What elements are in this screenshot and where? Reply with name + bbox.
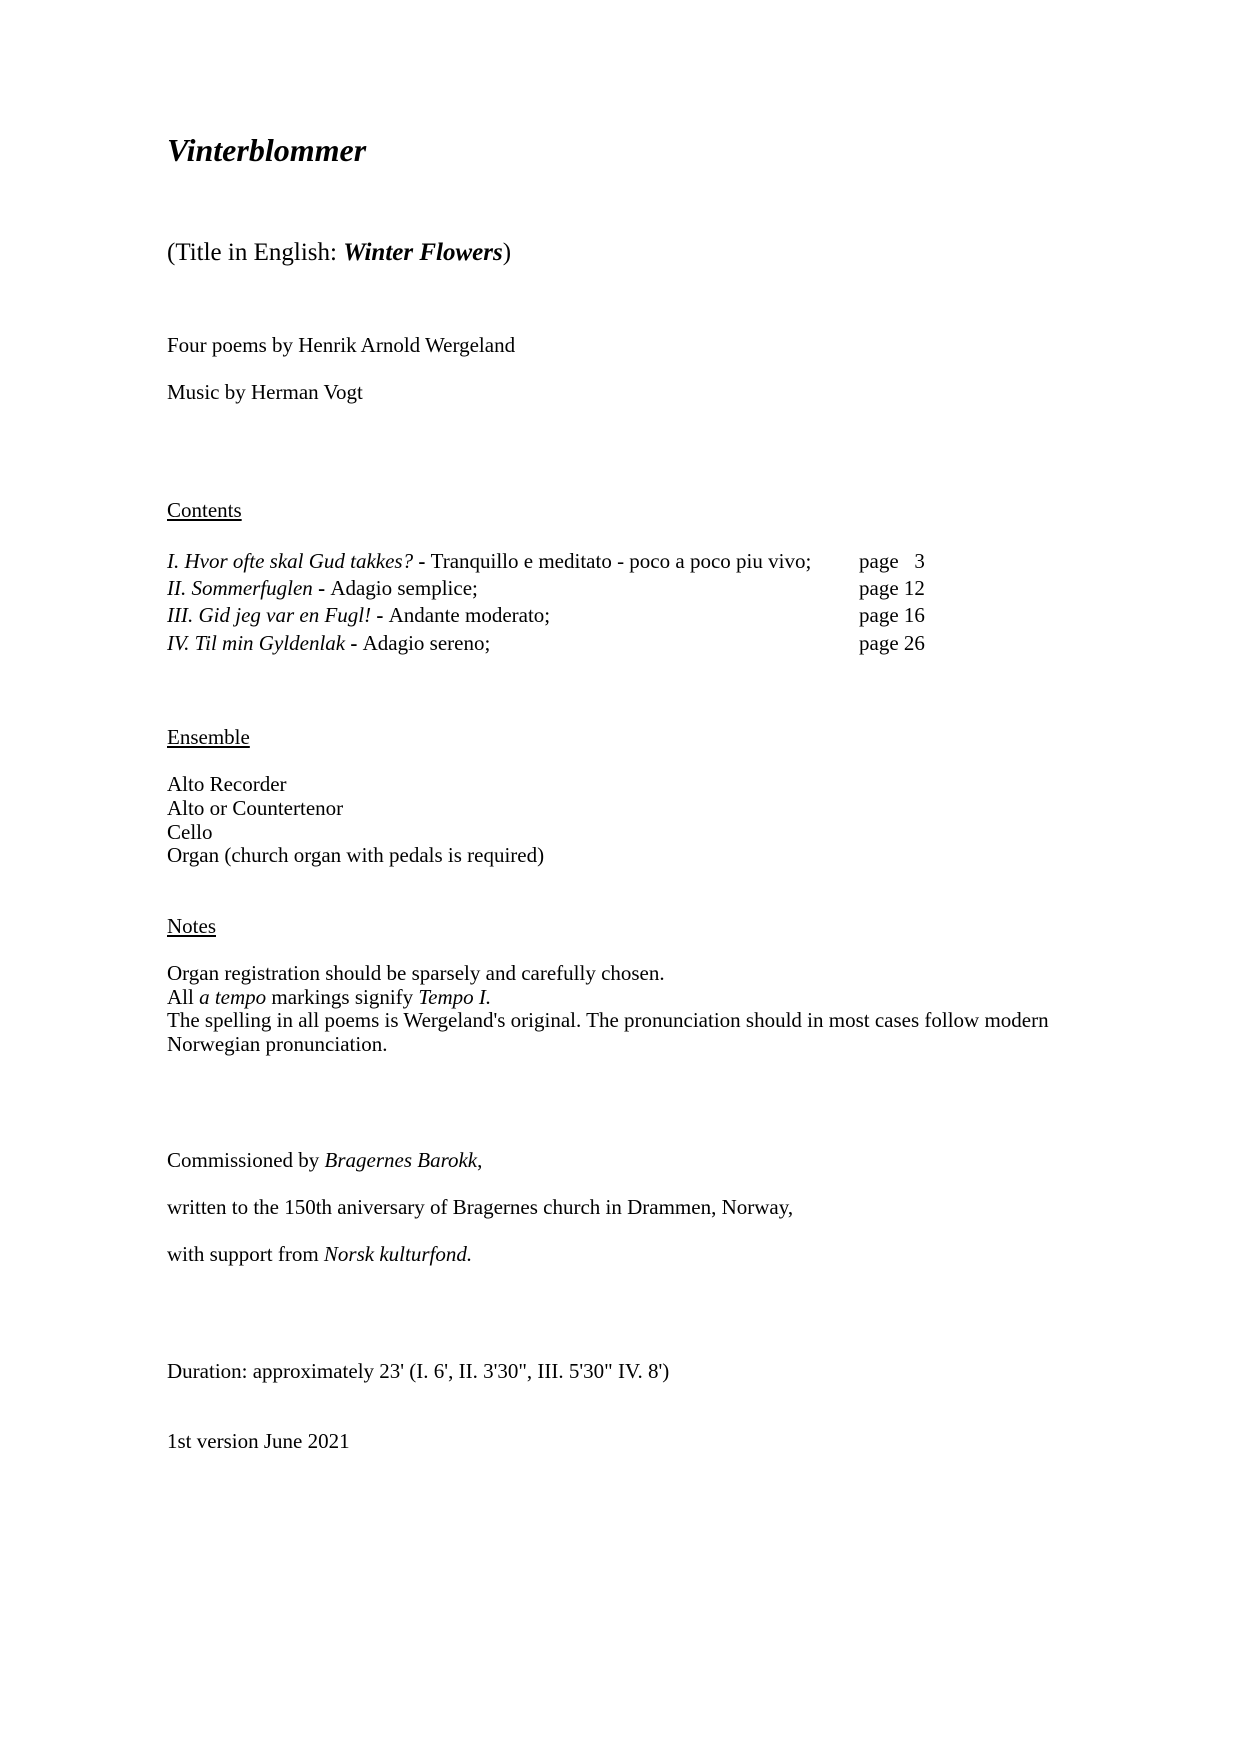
support-line bbox=[167, 1242, 472, 1266]
notes-line: Organ registration should be sparsely and carefully chosen. bbox=[167, 961, 665, 985]
commission-occasion: written to the 150th aniversary of Bragernes church in Drammen, Norway, bbox=[167, 1195, 794, 1219]
contents-item-tempo: Adagio sereno; bbox=[362, 631, 491, 655]
ensemble-instrument: Cello bbox=[167, 820, 213, 844]
commission-text: Commissioned by bbox=[167, 1148, 325, 1172]
commission-text: , bbox=[477, 1148, 483, 1172]
support-fund-name: Norsk kulturfond. bbox=[323, 1242, 473, 1266]
ensemble-instrument: Alto or Countertenor bbox=[167, 796, 344, 820]
version-line: 1st version June 2021 bbox=[167, 1429, 350, 1453]
english-title-line bbox=[167, 237, 511, 269]
notes-heading: Notes bbox=[167, 914, 216, 938]
contents-item-dash: - bbox=[371, 603, 389, 627]
contents-item-title: I. Hvor ofte skal Gud takkes? bbox=[167, 549, 414, 573]
contents-item-page: page 3 bbox=[859, 549, 925, 573]
english-title: Winter Flowers bbox=[343, 239, 503, 266]
english-title-suffix: ) bbox=[502, 239, 512, 266]
notes-text-italic: a tempo bbox=[199, 985, 267, 1009]
music-credit: Music by Herman Vogt bbox=[167, 380, 363, 404]
contents-item bbox=[167, 631, 927, 658]
contents-item-tempo: Tranquillo e meditato - poco a poco piu vivo; bbox=[430, 549, 812, 573]
commission-line bbox=[167, 1148, 482, 1172]
contents-item-tempo: Andante moderato; bbox=[388, 603, 551, 627]
ensemble-heading: Ensemble bbox=[167, 725, 250, 749]
contents-item-title: III. Gid jeg var en Fugl! bbox=[167, 603, 372, 627]
commissioner-name: Bragernes Barokk bbox=[324, 1148, 478, 1172]
contents-item-page: page 16 bbox=[859, 603, 925, 627]
ensemble-instrument: Organ (church organ with pedals is required) bbox=[167, 843, 545, 867]
document-title: Vinterblommer bbox=[167, 132, 367, 168]
contents-heading: Contents bbox=[167, 498, 242, 522]
ensemble-instrument: Alto Recorder bbox=[167, 772, 287, 796]
contents-item bbox=[167, 603, 927, 630]
contents-item-page: page 12 bbox=[859, 576, 925, 600]
contents-item-title: II. Sommerfuglen bbox=[167, 576, 313, 600]
duration-line: Duration: approximately 23' (I. 6', II. 3'30", III. 5'30" IV. 8') bbox=[167, 1359, 670, 1383]
contents-item-page: page 26 bbox=[859, 631, 925, 655]
notes-text: markings signify bbox=[266, 985, 419, 1009]
poems-credit: Four poems by Henrik Arnold Wergeland bbox=[167, 333, 516, 357]
notes-text-italic: Tempo I. bbox=[418, 985, 492, 1009]
contents-item-dash: - bbox=[413, 549, 431, 573]
contents-item-tempo: Adagio semplice; bbox=[330, 576, 478, 600]
notes-line: The spelling in all poems is Wergeland's original. The pronunciation should in most cases follow modern bbox=[167, 1008, 1049, 1032]
contents-item-title: IV. Til min Gyldenlak bbox=[167, 631, 346, 655]
contents-item bbox=[167, 549, 927, 576]
english-title-prefix: (Title in English: bbox=[167, 239, 344, 266]
contents-item bbox=[167, 576, 927, 603]
contents-item-dash: - bbox=[312, 576, 331, 600]
support-text: with support from bbox=[167, 1242, 324, 1266]
notes-text: All bbox=[167, 985, 200, 1009]
contents-item-dash: - bbox=[345, 631, 363, 655]
notes-line: Norwegian pronunciation. bbox=[167, 1032, 388, 1056]
notes-line bbox=[167, 985, 491, 1009]
